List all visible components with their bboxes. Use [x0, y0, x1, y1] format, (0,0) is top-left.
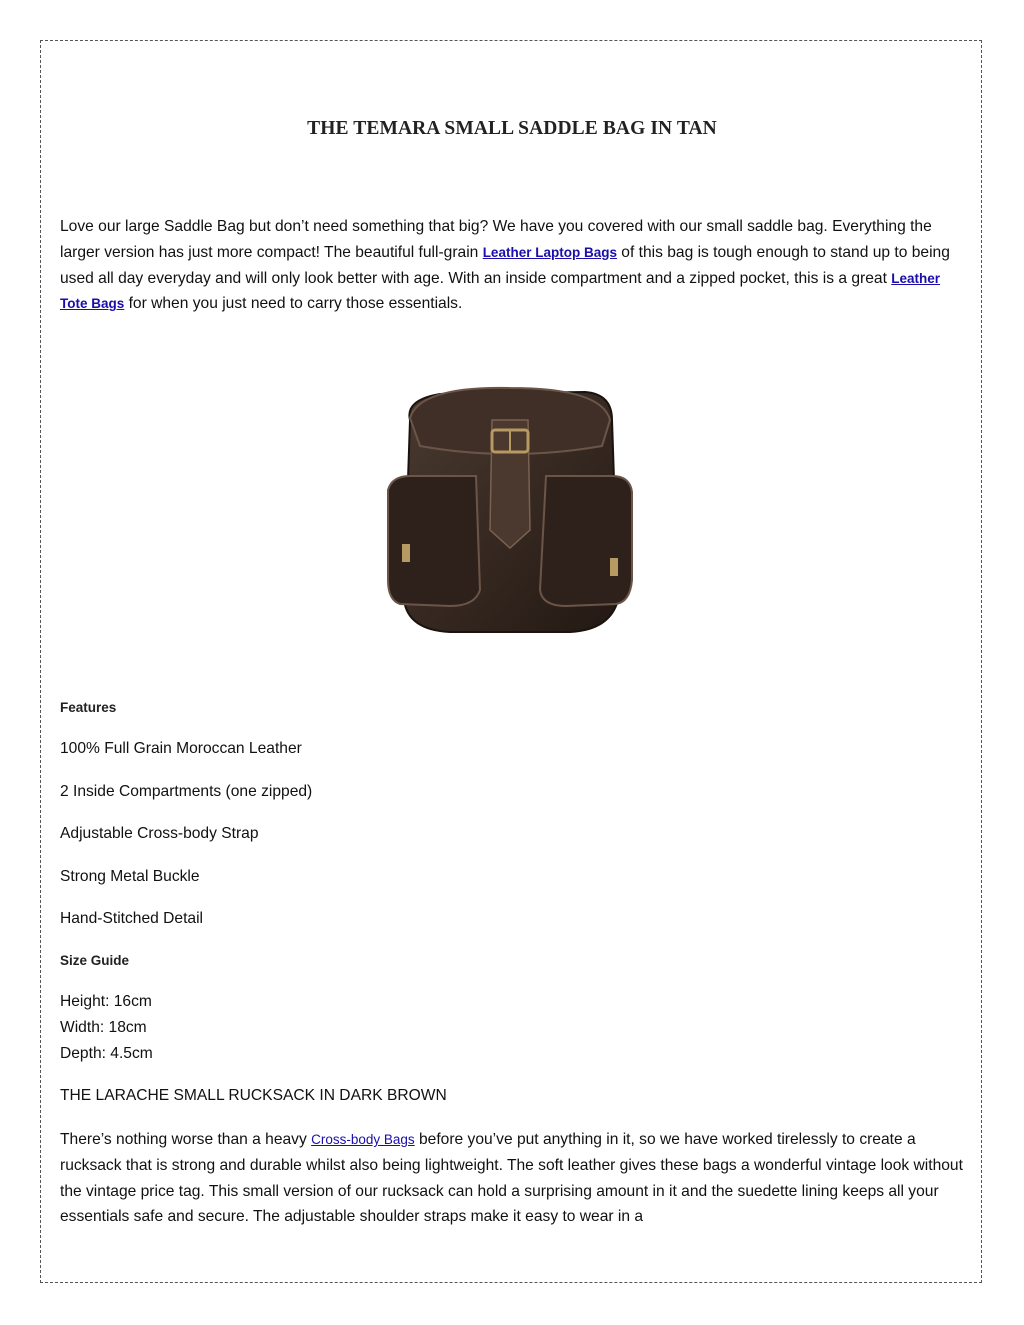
feature-item: Strong Metal Buckle: [60, 868, 200, 885]
intro-text-2: of this bag is tough enough to stand up to being used all day everyday and will only look better with age. With an inside compartment and a zipped pocket, this is a great: [60, 243, 950, 287]
intro-text-1: Love our large Saddle Bag but don’t need something that big? We have you covered with our small saddle bag. Everything the larger version has just more compact! The beautiful full-grain: [60, 218, 932, 261]
feature-item: 100% Full Grain Moroccan Leather: [60, 740, 302, 757]
size-item-width: Width: 18cm: [60, 1019, 147, 1036]
feature-item: Adjustable Cross-body Strap: [60, 825, 259, 842]
intro-paragraph: [60, 214, 970, 317]
leather-tote-bags-link[interactable]: Leather Tote Bags: [60, 270, 941, 312]
features-heading: Features: [60, 700, 117, 715]
second-text-2: before you’ve put anything in it, so we have worked tirelessly to create a rucksack that is strong and durable whilst also being lightweight. The soft leather gives these bags a wonderful vintage look without the vintage price tag. This small version of our rucksack can hold a surprising amount in it and the suedette lining keeps all your essentials safe and secure. The adjustable shoulder straps make it easy to wear in a: [60, 1131, 963, 1226]
second-product-title: THE LARACHE SMALL RUCKSACK IN DARK BROWN: [60, 1087, 447, 1104]
size-guide-heading: Size Guide: [60, 953, 130, 968]
feature-item: 2 Inside Compartments (one zipped): [60, 783, 313, 800]
intro-text-3: for when you just need to carry those essentials.: [124, 295, 463, 313]
size-item-depth: Depth: 4.5cm: [60, 1045, 153, 1062]
size-item-height: Height: 16cm: [60, 993, 152, 1010]
second-text-1: There’s nothing worse than a heavy: [60, 1131, 312, 1148]
cross-body-bags-link[interactable]: Cross-body Bags: [311, 1132, 415, 1147]
page-title: THE TEMARA SMALL SADDLE BAG IN TAN: [307, 118, 717, 139]
leather-laptop-bags-link[interactable]: Leather Laptop Bags: [482, 244, 617, 260]
second-product-paragraph: [60, 1127, 970, 1230]
backpack-image: [380, 380, 640, 640]
feature-item: Hand-Stitched Detail: [60, 910, 204, 927]
